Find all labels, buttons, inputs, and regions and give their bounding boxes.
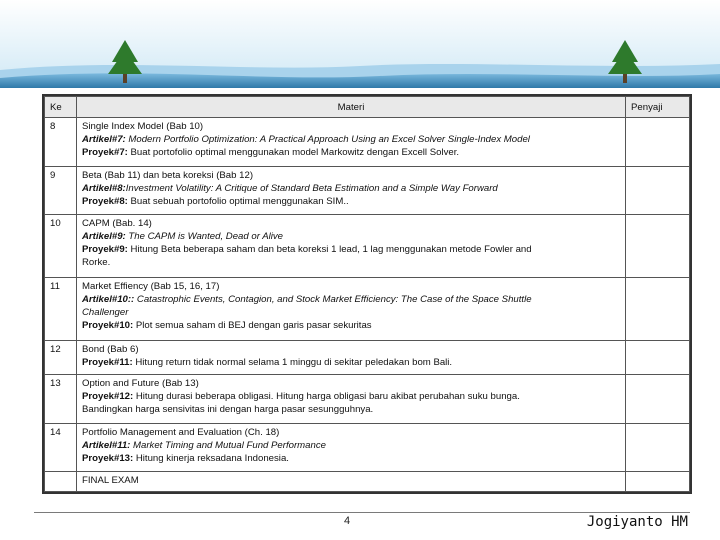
schedule-table [42,94,692,494]
header-penyaji: Penyaji [626,97,690,118]
row-materi [77,166,626,215]
materi-line-label: Proyek#11: [82,356,136,368]
row-number: 10 [45,215,77,278]
materi-line [82,120,620,133]
materi-line-text: Beta (Bab 11) dan beta koreksi (Bab 12) [82,169,254,181]
materi-line-text: CAPM (Bab. 14) [82,218,152,230]
materi-line [82,280,620,293]
footer-divider [34,512,690,513]
row-materi [77,277,626,340]
materi-line [82,319,620,332]
materi-line-label: Artikel#8: [82,182,126,194]
table-row [45,166,690,215]
materi-line [82,243,620,256]
header-ke: Ke [45,97,77,118]
materi-line [82,390,620,403]
row-number: 14 [45,423,77,472]
row-penyaji [626,166,690,215]
materi-line [82,217,620,230]
materi-line [82,343,620,356]
table-row [45,118,690,167]
row-materi [77,423,626,472]
materi-line [82,452,620,465]
materi-line-text: Option and Future (Bab 13) [82,378,199,389]
row-number: 8 [45,118,77,167]
page-number: 4 [344,515,351,527]
materi-line-text: FINAL EXAM [82,475,139,487]
table-header-row [45,97,690,118]
materi-line [82,439,620,452]
materi-line-label: Artikel#9: [82,231,129,243]
table-row [45,423,690,472]
materi-line-text: Plot semua saham di BEJ dengan garis pasar sekuritas [135,319,372,331]
materi-line [82,356,620,369]
materi-line [82,133,620,146]
materi-line-text: Market Effiency (Bab 15, 16, 17) [82,280,220,292]
materi-line-text: Bandingkan harga sensivitas ini dengan harga pasar sesungguhnya. [82,404,374,415]
materi-line [82,169,620,182]
materi-line [82,146,620,159]
materi-line-label: Proyek#9: [82,244,131,256]
materi-line-text: Investment Volatility: A Critique of Standard Beta Estimation and a Simple Way Forward [125,182,498,194]
materi-line-text: Bond (Bab 6) [82,343,139,355]
row-penyaji [626,423,690,472]
row-penyaji [626,215,690,278]
materi-line-text: The CAPM is Wanted, Dead or Alive [128,231,284,243]
materi-line [82,256,620,269]
materi-line [82,306,620,319]
row-number: 13 [45,375,77,424]
materi-line-text: Portfolio Management and Evaluation (Ch. 18) [82,426,280,438]
materi-line [82,195,620,208]
materi-line [82,403,620,416]
row-materi [77,118,626,167]
materi-line-text: Market Timing and Mutual Fund Performance [133,439,326,451]
materi-line-label: Proyek#7: [82,147,131,158]
materi-line [82,426,620,439]
materi-line-label: Proyek#13: [82,452,136,464]
materi-line-text: Modern Portfolio Optimization: A Practical Approach Using an Excel Solver Single-Index Model [128,134,530,145]
materi-line-text: Rorke. [82,257,111,269]
materi-line-label: Artikel#10:: [82,293,137,305]
row-number: 9 [45,166,77,215]
materi-line [82,377,620,390]
materi-line [82,182,620,195]
materi-line-label: Proyek#8: [82,195,131,207]
row-materi [77,215,626,278]
materi-line-text: Hitung durasi beberapa obligasi. Hitung harga obligasi baru akibat perubahan suku bunga. [135,391,520,402]
row-materi [77,340,626,374]
table-row [45,277,690,340]
materi-line-text: Catastrophic Events, Contagion, and Stock Market Efficiency: The Case of the Space Shuttle [136,293,532,305]
materi-line-text: Challenger [82,306,129,318]
materi-line-text: Hitung Beta beberapa saham dan beta koreksi 1 lead, 1 lag menggunakan metode Fowler and [130,244,532,256]
table-row [45,340,690,374]
materi-line [82,230,620,243]
materi-line-text: Buat portofolio optimal menggunakan model Markowitz dengan Excell Solver. [130,147,460,158]
row-penyaji [626,340,690,374]
materi-line-label: Artikel#7: [82,134,129,145]
table-row [45,215,690,278]
landscape-banner-graphic [0,0,720,88]
table-row [45,375,690,424]
materi-line-label: Proyek#10: [82,319,136,331]
materi-line-text: Hitung kinerja reksadana Indonesia. [135,452,289,464]
row-penyaji [626,472,690,492]
author-name: Jogiyanto HM [586,514,688,530]
materi-line-text: Buat sebuah portofolio optimal menggunakan SIM.. [130,195,349,207]
materi-line-text: Single Index Model (Bab 10) [82,121,204,132]
materi-line [82,474,620,487]
row-number: 12 [45,340,77,374]
materi-line-label: Artikel#11: [82,439,134,451]
table-row [45,472,690,492]
row-materi [77,472,626,492]
materi-line [82,293,620,306]
materi-line-label: Proyek#12: [82,391,136,402]
header-banner [0,0,720,88]
materi-line-text: Hitung return tidak normal selama 1 minggu di sekitar peledakan bom Bali. [135,356,453,368]
row-penyaji [626,118,690,167]
row-materi [77,375,626,424]
row-penyaji [626,375,690,424]
header-materi: Materi [77,97,626,118]
row-penyaji [626,277,690,340]
row-number [45,472,77,492]
row-number: 11 [45,277,77,340]
